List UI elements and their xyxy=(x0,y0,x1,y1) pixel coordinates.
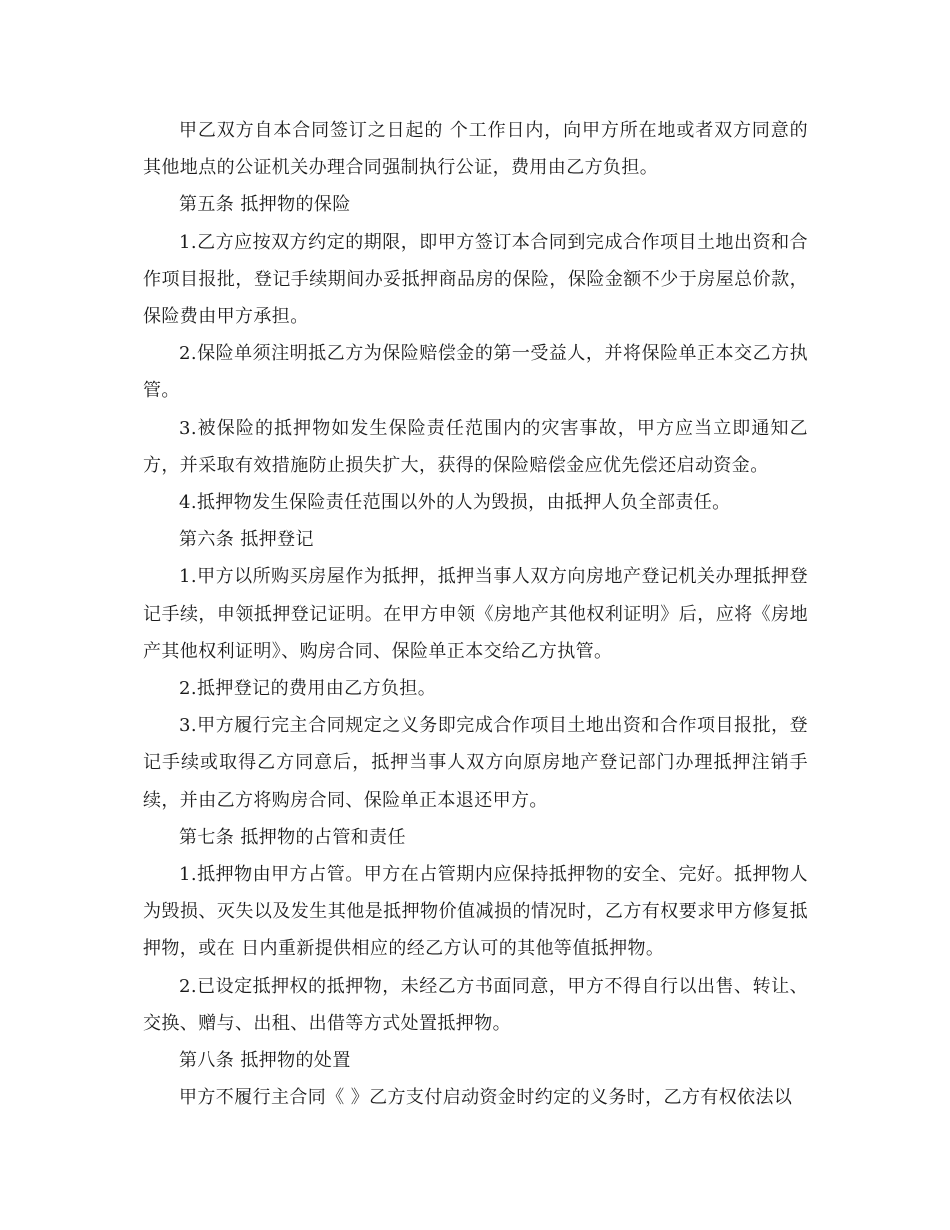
document-body xyxy=(143,112,808,1116)
paragraph-8-1: 甲方不履行主合同《 》乙方支付启动资金时约定的义务时，乙方有权依法以 xyxy=(179,1087,793,1109)
paragraph-5-2: 2.保险单须注明抵乙方为保险赔偿金的第一受益人，并将保险单正本交乙方执管。 xyxy=(143,343,808,402)
paragraph-5-4: 4.抵押物发生保险责任范围以外的人为毁损，由抵押人负全部责任。 xyxy=(179,492,731,514)
paragraph-5-1: 1.乙方应按双方约定的期限，即甲方签订本合同到完成合作项目土地出资和合作项目报批，登记手续期间办妥抵押商品房的保险，保险金额不少于房屋总价款，保险费由甲方承担。 xyxy=(143,231,808,328)
paragraph-7-2: 2.已设定抵押权的抵押物，未经乙方书面同意，甲方不得自行以出售、转让、交换、赠与、出租、出借等方式处置抵押物。 xyxy=(143,975,808,1034)
paragraph-5-3: 3.被保险的抵押物如发生保险责任范围内的灾害事故，甲方应当立即通知乙方，并采取有效措施防止损失扩大，获得的保险赔偿金应优先偿还启动资金。 xyxy=(143,417,808,476)
heading-article-8: 第八条 抵押物的处置 xyxy=(179,1050,351,1072)
paragraph-notarization: 甲乙双方自本合同签订之日起的 个工作日内，向甲方所在地或者双方同意的其他地点的公证机关办理合同强制执行公证，费用由乙方负担。 xyxy=(143,120,808,179)
paragraph-6-2: 2.抵押登记的费用由乙方负担。 xyxy=(179,678,437,700)
paragraph-6-1: 1.甲方以所购买房屋作为抵押，抵押当事人双方向房地产登记机关办理抵押登记手续，申领抵押登记证明。在甲方申领《房地产其他权利证明》后，应将《房地产其他权利证明》、购房合同、保险单正本交给乙方执管。 xyxy=(143,566,808,662)
heading-article-5: 第五条 抵押物的保险 xyxy=(179,194,351,216)
paragraph-6-3: 3.甲方履行完主合同规定之义务即完成合作项目土地出资和合作项目报批，登记手续或取得乙方同意后，抵押当事人双方向原房地产登记部门办理抵押注销手续，并由乙方将购房合同、保险单正本退还甲方。 xyxy=(143,715,808,811)
heading-article-6: 第六条 抵押登记 xyxy=(179,529,314,551)
paragraph-7-1: 1.抵押物由甲方占管。甲方在占管期内应保持抵押物的安全、完好。抵押物人为毁损、灭失以及发生其他是抵押物价值减损的情况时，乙方有权要求甲方修复抵押物，或在 日内重新提供相应的经乙方认可的其他等值抵押物。 xyxy=(143,864,808,960)
heading-article-7: 第七条 抵押物的占管和责任 xyxy=(179,826,406,848)
